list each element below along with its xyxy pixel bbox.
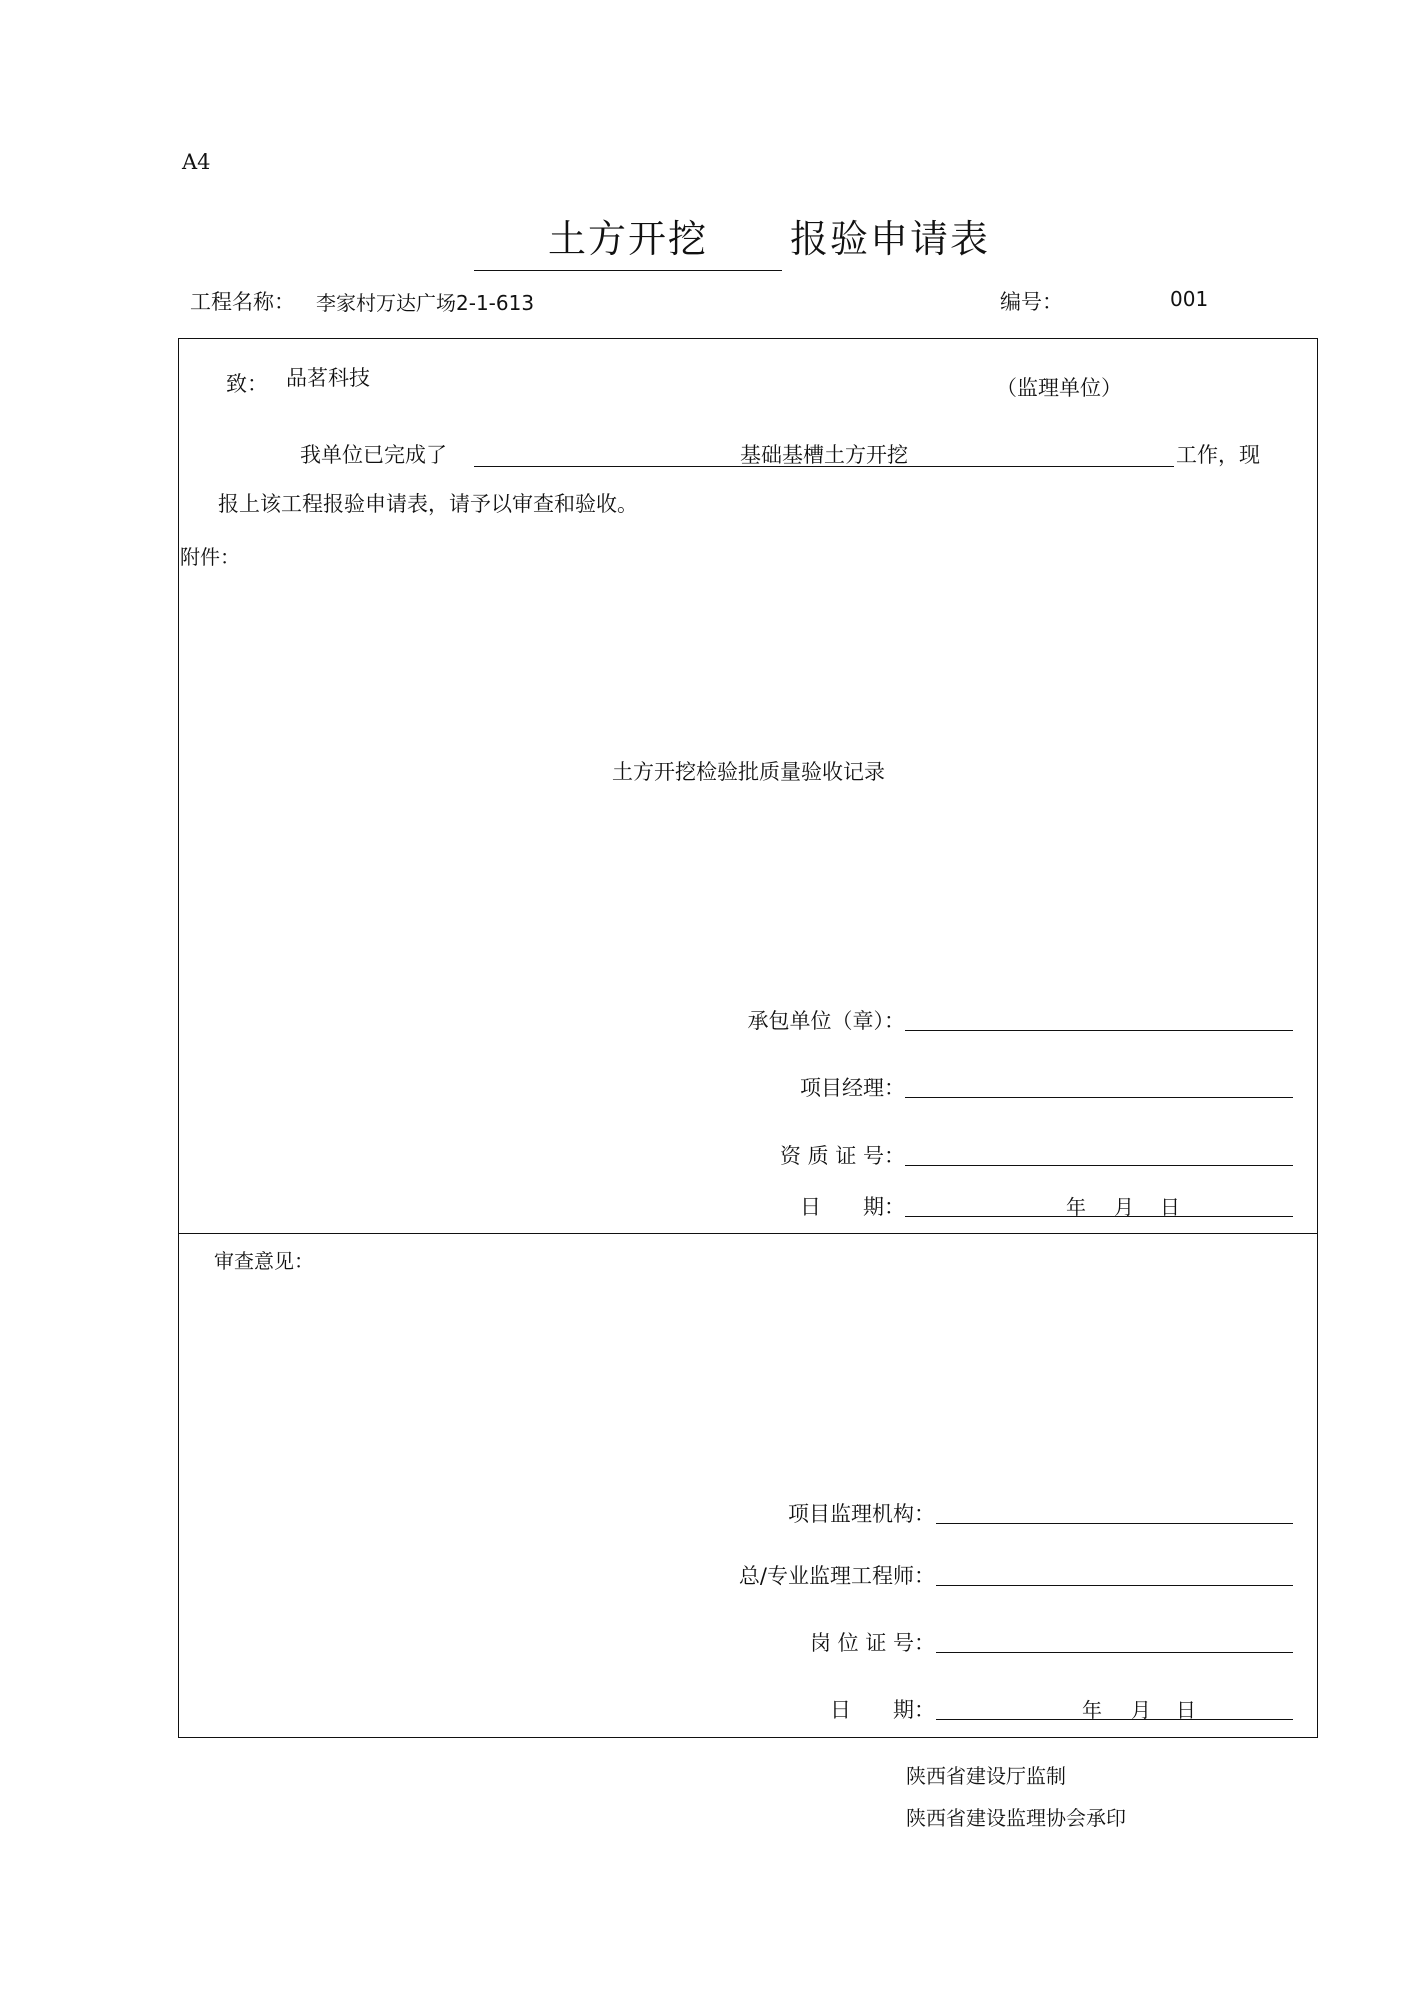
to-label: 致： <box>226 372 268 396</box>
application-date-day: 日 <box>1160 1195 1180 1219</box>
contractor-label: 承包单位（章）： <box>747 1009 905 1033</box>
number-value: 001 <box>1170 287 1209 311</box>
sentence-prefix: 我单位已完成了 <box>300 443 447 467</box>
qualification-field[interactable] <box>905 1165 1293 1166</box>
form-code: A4 <box>182 150 211 174</box>
supervision-agency-label: 项目监理机构： <box>788 1502 935 1526</box>
work-name-field[interactable]: 基础基槽土方开挖 <box>740 443 908 467</box>
footer-printed-by: 陕西省建设监理协会承印 <box>906 1806 1126 1830</box>
work-name-underline <box>474 466 1174 467</box>
number-label: 编号： <box>1000 290 1063 314</box>
application-date-year: 年 <box>1066 1195 1086 1219</box>
attachment-item: 土方开挖检验批质量验收记录 <box>612 760 885 784</box>
review-date-day: 日 <box>1176 1698 1196 1722</box>
section-divider <box>178 1233 1318 1234</box>
title-suffix: 报验申请表 <box>790 217 991 261</box>
footer-supervised-by: 陕西省建设厅监制 <box>906 1764 1066 1788</box>
manager-field[interactable] <box>905 1097 1293 1098</box>
form-frame <box>178 338 1318 1738</box>
review-date-field[interactable] <box>936 1719 1293 1720</box>
post-certificate-label: 岗 位 证 号： <box>809 1631 935 1655</box>
review-date-label: 日 期： <box>830 1698 935 1722</box>
to-supervision-unit[interactable]: 品茗科技 <box>286 366 370 390</box>
supervising-engineer-label: 总/专业监理工程师： <box>738 1564 935 1588</box>
application-date-label: 日 期： <box>800 1195 905 1219</box>
application-date-month: 月 <box>1114 1195 1134 1219</box>
review-date-year: 年 <box>1082 1698 1102 1722</box>
supervision-agency-field[interactable] <box>936 1523 1293 1524</box>
project-name-value: 李家村万达广场2-1-613 <box>316 291 535 315</box>
sentence-suffix: 工作，现 <box>1176 443 1260 467</box>
supervision-unit-note: （监理单位） <box>996 376 1122 400</box>
contractor-field[interactable] <box>905 1030 1293 1031</box>
manager-label: 项目经理： <box>800 1076 905 1100</box>
attachment-label: 附件： <box>180 545 240 569</box>
project-name-label: 工程名称： <box>190 290 295 314</box>
review-date-month: 月 <box>1131 1698 1151 1722</box>
title-item-name: 土方开挖 <box>548 217 709 261</box>
title-underline <box>474 270 782 271</box>
post-certificate-field[interactable] <box>936 1652 1293 1653</box>
qualification-label: 资 质 证 号： <box>779 1144 905 1168</box>
sentence-line2: 报上该工程报验申请表，请予以审查和验收。 <box>218 492 638 516</box>
application-date-field[interactable] <box>905 1216 1293 1217</box>
review-opinion-label: 审查意见： <box>214 1249 314 1273</box>
supervising-engineer-field[interactable] <box>936 1585 1293 1586</box>
